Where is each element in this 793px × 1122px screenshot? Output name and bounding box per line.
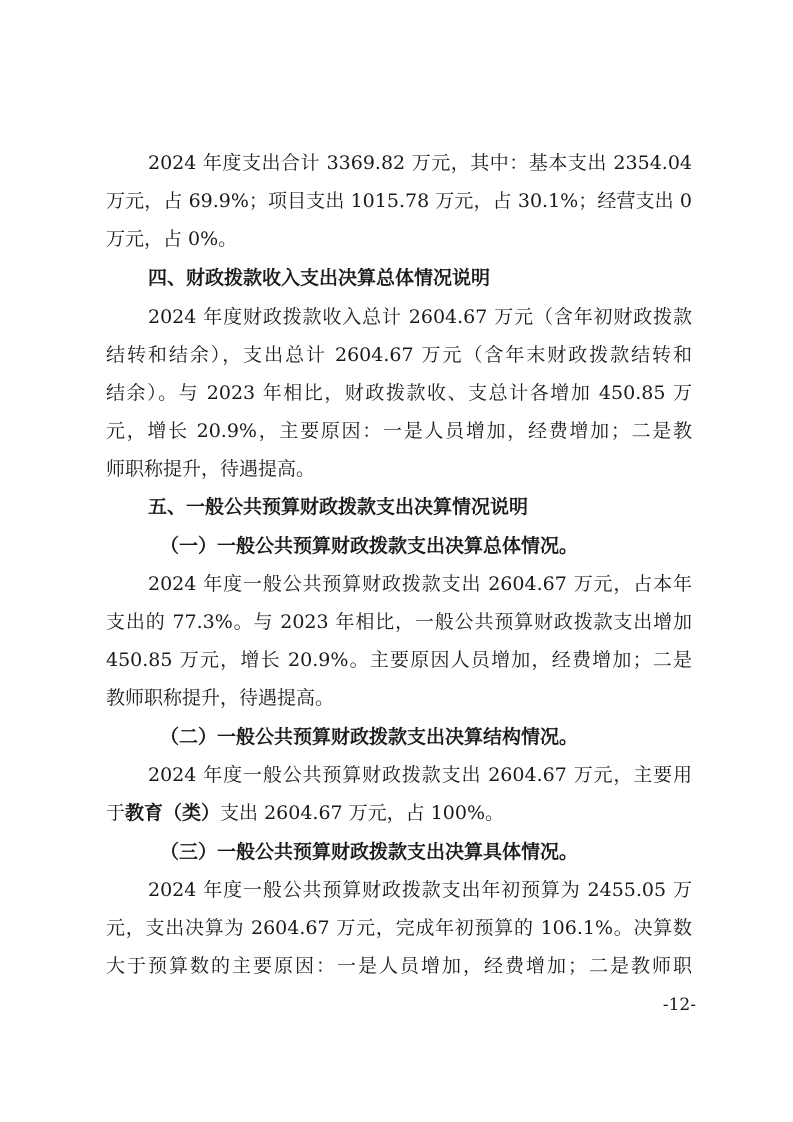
emphasis-text: 教育（类） [125,802,221,824]
paragraph-line: 2024 年度一般公共预算财政拨款支出 2604.67 万元，主要用 [148,764,692,786]
text-segment: 支出 2604.67 万元，占 100%。 [220,802,505,824]
paragraph-line: 2024 年度财政拨款收入总计 2604.67 万元（含年初财政拨款 [148,306,692,328]
paragraph-line: 支出的 77.3%。与 2023 年相比，一般公共预算财政拨款支出增加 [106,611,692,633]
paragraph-line: 结余）。与 2023 年相比，财政拨款收、支总计各增加 450.85 万 [106,382,692,404]
paragraph-line: 2024 年度一般公共预算财政拨款支出 2604.67 万元，占本年 [148,573,692,595]
section-heading: 四、财政拨款收入支出决算总体情况说明 [148,267,491,289]
subsection-heading: （一）一般公共预算财政拨款支出决算总体情况。 [160,535,579,557]
subsection-heading: （三）一般公共预算财政拨款支出决算具体情况。 [160,841,579,863]
paragraph-line: 2024 年度一般公共预算财政拨款支出年初预算为 2455.05 万 [148,879,692,901]
paragraph-line: 万元，占 0%。 [106,228,238,250]
paragraph-line: 2024 年度支出合计 3369.82 万元，其中：基本支出 2354.04 [148,152,692,174]
paragraph-line: 教师职称提升，待遇提高。 [106,687,335,709]
paragraph-line: 450.85 万元，增长 20.9%。主要原因人员增加，经费增加；二是 [106,649,692,671]
paragraph-line: 师职称提升，待遇提高。 [106,458,316,480]
subsection-heading: （二）一般公共预算财政拨款支出决算结构情况。 [160,726,579,748]
paragraph-line: 元，增长 20.9%，主要原因：一是人员增加，经费增加；二是教 [106,420,692,442]
paragraph-line: 结转和结余），支出总计 2604.67 万元（含年末财政拨款结转和 [106,344,692,366]
text-segment: 于 [106,802,126,824]
paragraph-line: 元，支出决算为 2604.67 万元，完成年初预算的 106.1%。决算数 [106,917,692,939]
paragraph-line [106,796,692,830]
page-number: -12- [662,995,696,1015]
paragraph-line: 万元，占 69.9%；项目支出 1015.78 万元，占 30.1%；经营支出 0 [106,190,692,212]
paragraph-line: 大于预算数的主要原因：一是人员增加，经费增加；二是教师职 [106,955,692,977]
section-heading: 五、一般公共预算财政拨款支出决算情况说明 [148,496,529,518]
